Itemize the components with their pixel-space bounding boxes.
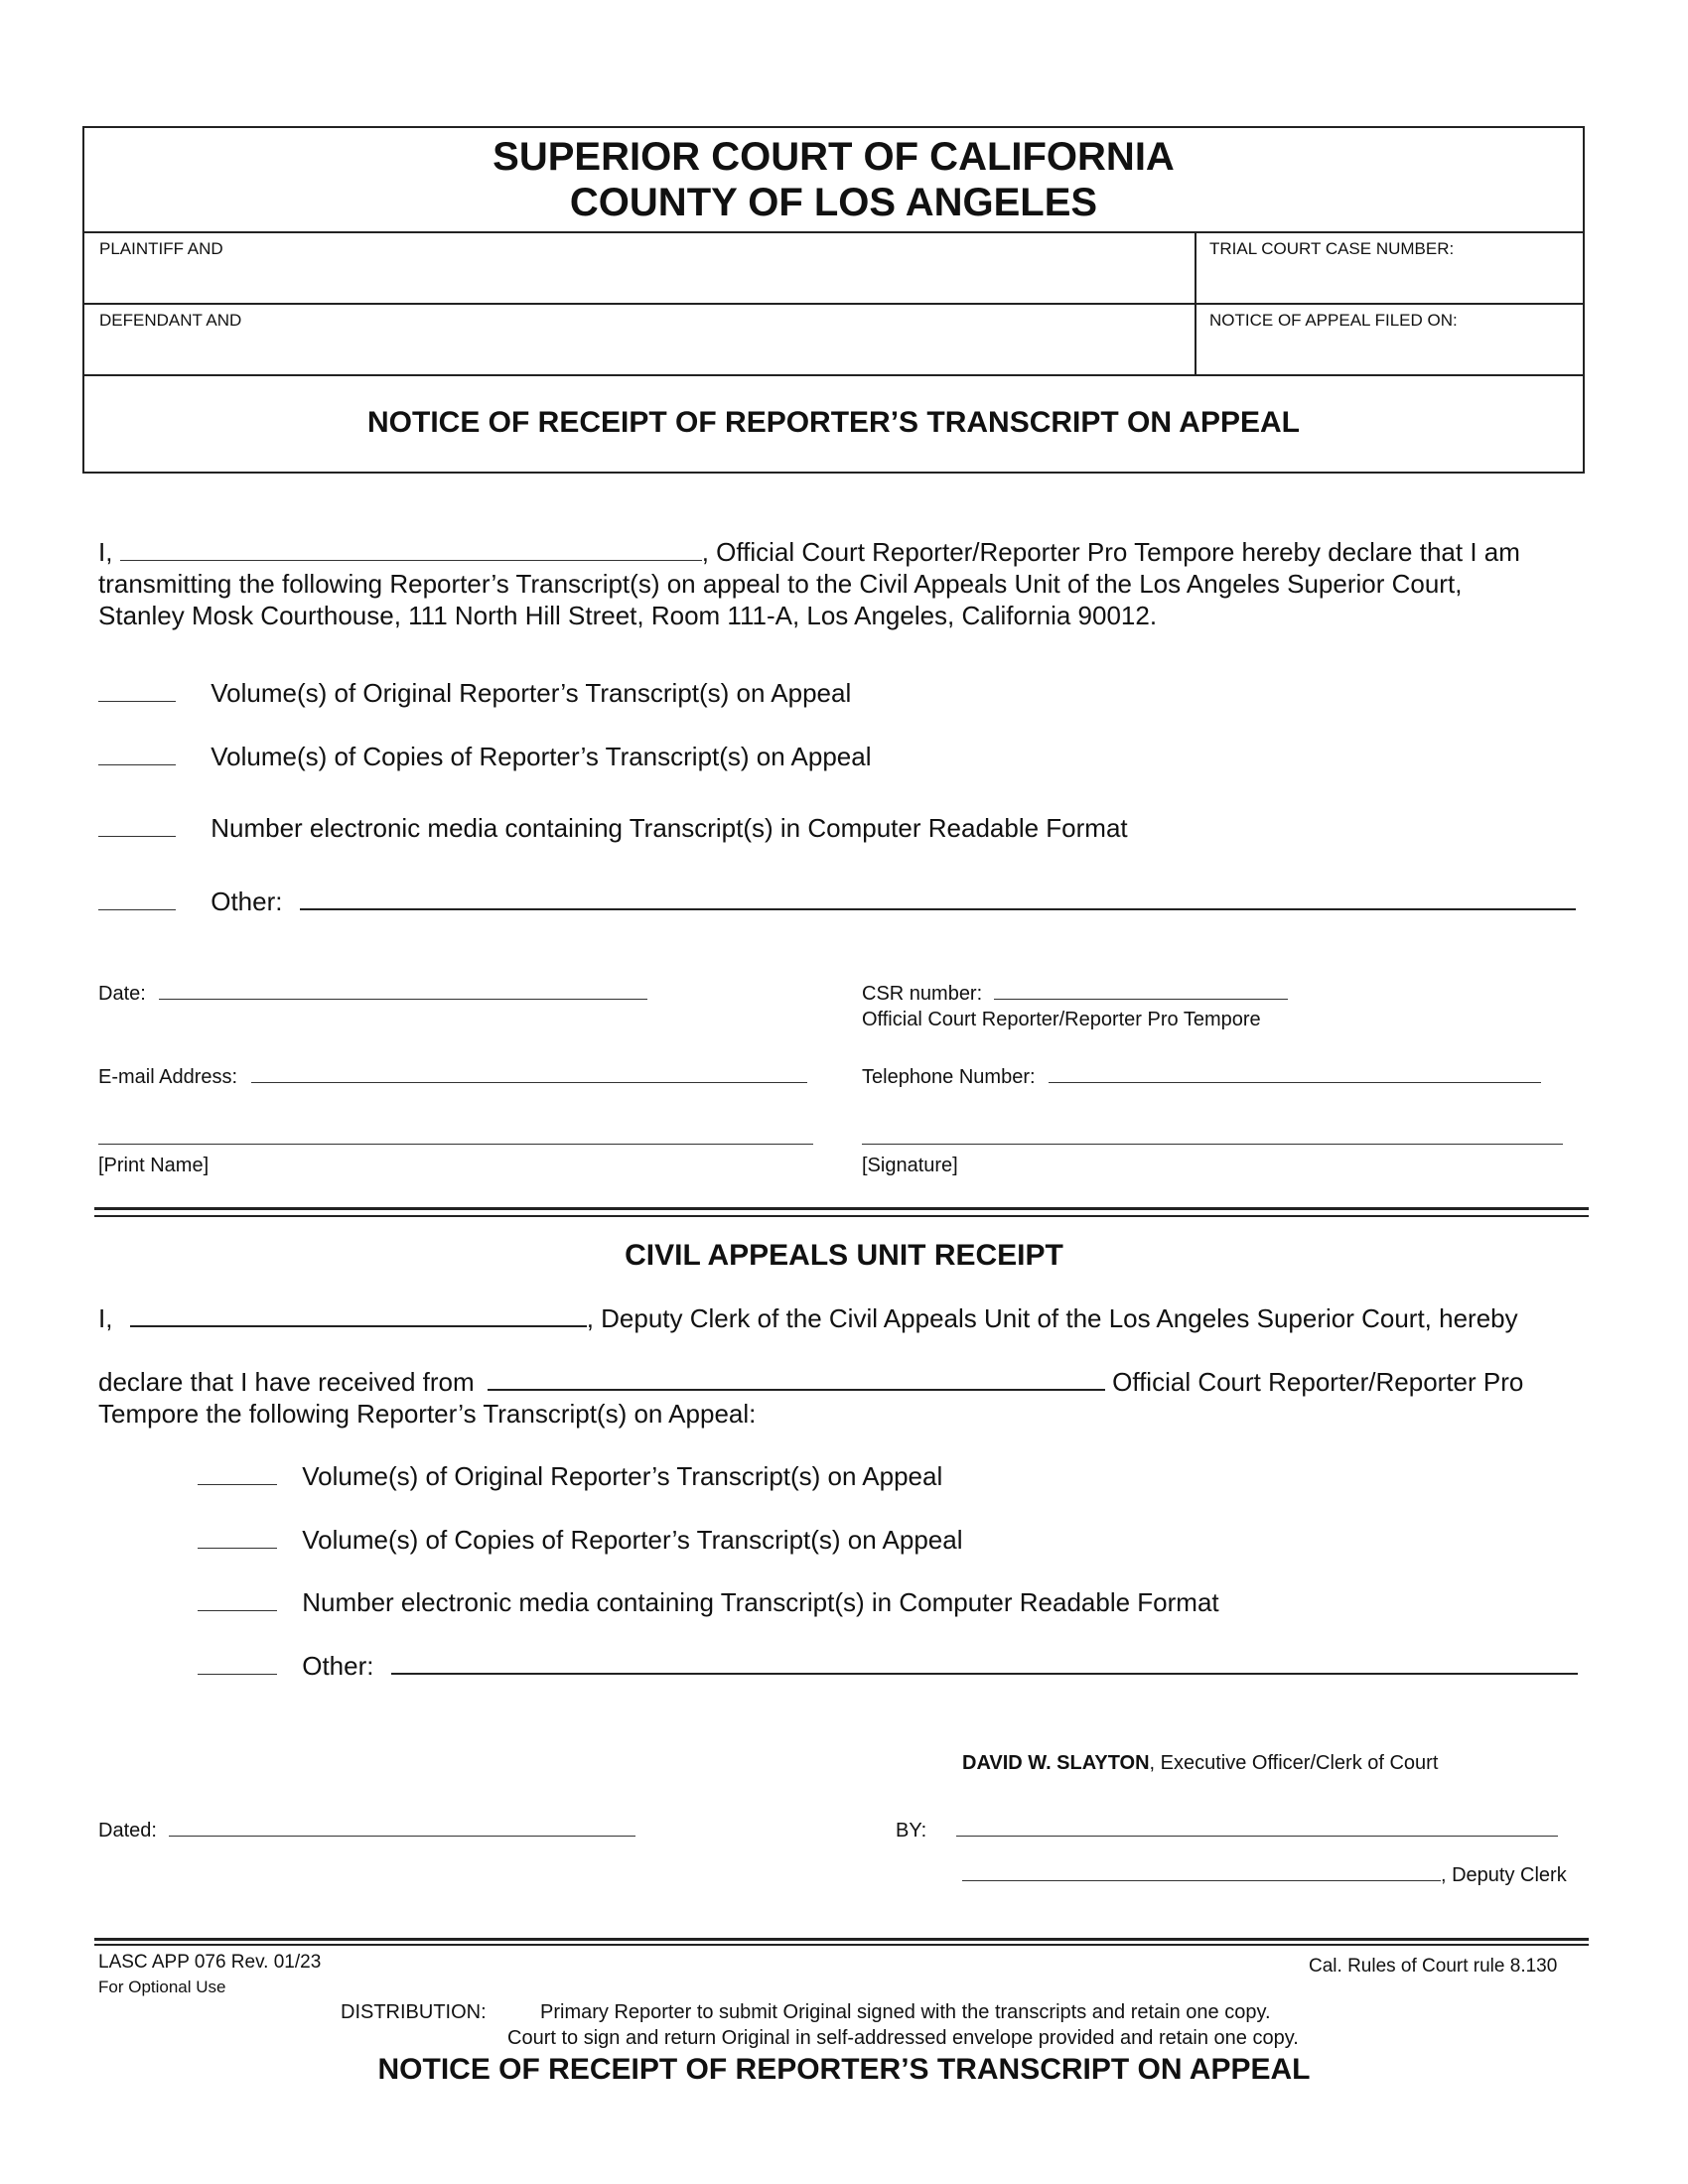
receipt-line2: declare that I have received from Official Court Reporter/Reporter Pro	[98, 1367, 1524, 1397]
court-name: SUPERIOR COURT OF CALIFORNIA	[492, 135, 1175, 179]
declaration-line1: I, , Official Court Reporter/Reporter Pro Tempore hereby declare that I am	[98, 537, 1520, 567]
list-item: Other:	[198, 1650, 1578, 1682]
plaintiff-label: PLAINTIFF AND	[99, 239, 223, 258]
receipt-other-count-blank[interactable]	[198, 1674, 277, 1675]
list-item: Number electronic media containing Transcript(s) in Computer Readable Format	[198, 1586, 1219, 1618]
original-volumes-blank[interactable]	[98, 701, 176, 702]
date-field: Date:	[98, 983, 647, 1006]
other-description-blank[interactable]	[300, 908, 1576, 910]
appeal-filed-label: NOTICE OF APPEAL FILED ON:	[1209, 311, 1458, 330]
receipt-line3: Tempore the following Reporter’s Transcript(s) on Appeal:	[98, 1399, 757, 1429]
list-item: Other:	[98, 886, 1576, 917]
receipt-other-description-blank[interactable]	[391, 1673, 1578, 1675]
footer-divider	[94, 1938, 1589, 1941]
other-count-blank[interactable]	[98, 909, 176, 910]
email-field: E-mail Address:	[98, 1066, 807, 1089]
form-title: NOTICE OF RECEIPT OF REPORTER’S TRANSCRIPT ON APPEAL	[367, 406, 1300, 439]
clerk-officer: DAVID W. SLAYTON, Executive Officer/Clerk of Court	[962, 1752, 1439, 1774]
list-item: Volume(s) of Original Reporter’s Transcript(s) on Appeal	[98, 677, 851, 709]
receipt-line1: I, , Deputy Clerk of the Civil Appeals Unit of the Los Angeles Superior Court, hereby	[98, 1303, 1518, 1333]
case-number-label: TRIAL COURT CASE NUMBER:	[1209, 239, 1455, 258]
optional-use: For Optional Use	[98, 1978, 226, 1996]
print-name-label: [Print Name]	[98, 1155, 210, 1176]
defendant-label: DEFENDANT AND	[99, 311, 242, 330]
phone-field: Telephone Number:	[862, 1066, 1541, 1089]
declaration-line2: transmitting the following Reporter’s Transcript(s) on appeal to the Civil Appeals Unit of the Los Angeles Superior Court,	[98, 569, 1463, 599]
signature-label: [Signature]	[862, 1155, 958, 1176]
by-field: BY:	[896, 1820, 1558, 1843]
declaration-line3: Stanley Mosk Courthouse, 111 North Hill Street, Room 111-A, Los Angeles, California 90012.	[98, 601, 1158, 630]
deputy-clerk-field: , Deputy Clerk	[962, 1864, 1567, 1887]
receipt-title: CIVIL APPEALS UNIT RECEIPT	[625, 1239, 1063, 1272]
phone-blank[interactable]	[1049, 1082, 1541, 1083]
email-blank[interactable]	[251, 1082, 807, 1083]
receipt-copies-blank[interactable]	[198, 1548, 277, 1549]
received-from-blank[interactable]	[488, 1389, 1105, 1391]
list-item: Volume(s) of Copies of Reporter’s Transcript(s) on Appeal	[98, 741, 871, 772]
dated-blank[interactable]	[169, 1836, 635, 1837]
list-item: Volume(s) of Original Reporter’s Transcript(s) on Appeal	[198, 1460, 942, 1492]
section-divider	[94, 1207, 1589, 1210]
footer-title: NOTICE OF RECEIPT OF REPORTER’S TRANSCRIPT ON APPEAL	[377, 2053, 1311, 2086]
electronic-media-blank[interactable]	[98, 836, 176, 837]
receipt-electronic-blank[interactable]	[198, 1610, 277, 1611]
list-item: Volume(s) of Copies of Reporter’s Transcript(s) on Appeal	[198, 1524, 962, 1556]
receipt-original-blank[interactable]	[198, 1484, 277, 1485]
deputy-name-blank[interactable]	[130, 1325, 587, 1327]
form-number: LASC APP 076 Rev. 01/23	[98, 1952, 322, 1973]
caption-box	[82, 126, 1585, 474]
county-name: COUNTY OF LOS ANGELES	[569, 181, 1098, 224]
by-blank[interactable]	[956, 1836, 1558, 1837]
copies-volumes-blank[interactable]	[98, 764, 176, 765]
reporter-name-blank[interactable]	[120, 560, 702, 561]
list-item: Number electronic media containing Transcript(s) in Computer Readable Format	[98, 812, 1128, 844]
date-blank[interactable]	[159, 999, 647, 1000]
distribution-line1: Primary Reporter to submit Original signed with the transcripts and retain one copy.	[540, 2001, 1271, 2023]
signature-line[interactable]	[862, 1144, 1563, 1145]
rule-citation: Cal. Rules of Court rule 8.130	[1309, 1956, 1558, 1977]
csr-blank[interactable]	[994, 999, 1288, 1000]
dated-field: Dated:	[98, 1820, 635, 1843]
csr-field: CSR number:	[862, 983, 1288, 1006]
print-name-line[interactable]	[98, 1144, 813, 1145]
deputy-clerk-blank[interactable]	[962, 1880, 1441, 1881]
csr-subtitle: Official Court Reporter/Reporter Pro Tempore	[862, 1009, 1261, 1030]
distribution-line2: Court to sign and return Original in self-addressed envelope provided and retain one copy.	[507, 2027, 1299, 2049]
distribution-label: DISTRIBUTION:	[341, 2001, 487, 2023]
